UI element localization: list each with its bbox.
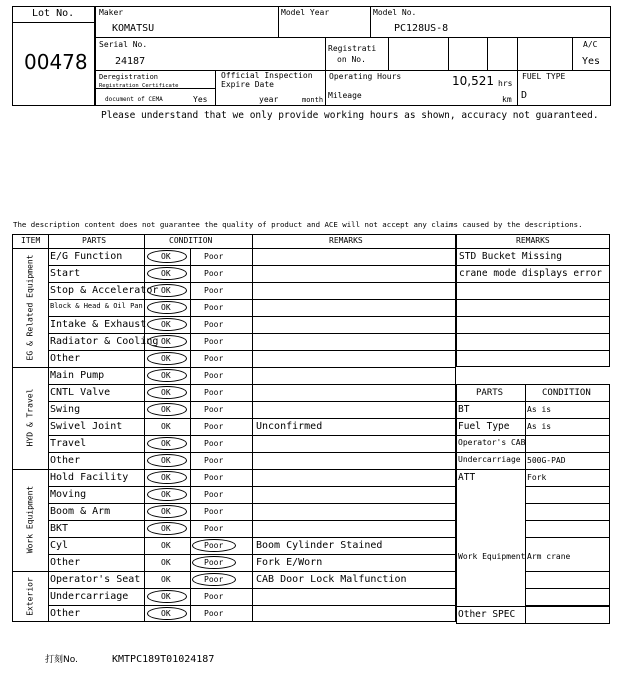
col-remarks-header: REMARKS [329, 236, 363, 245]
poor-option: Poor [204, 337, 224, 346]
hours-notice: Please understand that we only provide working hours as shown, accuracy not guaranteed. [101, 110, 599, 121]
maker-label: Maker [99, 8, 124, 17]
right-parts-table [456, 384, 610, 624]
poor-option: Poor [204, 558, 224, 567]
poor-option: Poor [204, 388, 224, 397]
ok-selected-mark [147, 352, 187, 365]
poor-option: Poor [204, 269, 224, 278]
part-name: Hold Facility [50, 472, 129, 483]
group-label: HYD & Travel [25, 388, 35, 447]
part-name: Undercarriage [50, 591, 129, 602]
poor-option: Poor [204, 320, 224, 329]
poor-option: Poor [204, 507, 224, 516]
month-label: month [302, 96, 324, 104]
ok-option: OK [161, 337, 171, 346]
part-name: Cyl [50, 540, 69, 551]
inspection-label: Official Inspection [221, 71, 313, 80]
header-block [0, 0, 640, 120]
reg-certificate-label: Registration Certificate [99, 83, 179, 89]
ok-option: OK [161, 439, 171, 448]
ok-selected-mark [147, 607, 187, 620]
ok-selected-mark [147, 471, 187, 484]
stamp-number-value: KMTPC189T01024187 [112, 654, 215, 665]
poor-selected-mark [192, 573, 236, 586]
registration-label-2: on No. [337, 55, 366, 64]
poor-option: Poor [204, 490, 224, 499]
ok-option: OK [161, 456, 171, 465]
ok-option: OK [161, 405, 171, 414]
ok-selected-mark [147, 335, 187, 348]
poor-option: Poor [204, 575, 224, 584]
poor-selected-mark [192, 539, 236, 552]
ac-value: Yes [582, 56, 601, 67]
right-part-name: Fuel Type [458, 421, 510, 432]
maker-value: KOMATSU [112, 23, 155, 34]
hrs-label: hrs [498, 79, 513, 88]
col-parts-header: PARTS [82, 236, 107, 245]
col-condition-header: CONDITION [169, 236, 213, 245]
ac-label: A/C [583, 40, 598, 49]
part-name: Stop & Accelerator [50, 285, 159, 296]
part-name: Start [50, 268, 81, 279]
ok-selected-mark [147, 522, 187, 535]
ok-selected-mark [147, 267, 187, 280]
part-name: Radiator & Cooling [50, 336, 159, 347]
poor-option: Poor [204, 286, 224, 295]
right-condition-header: CONDITION [542, 388, 591, 398]
ok-option: OK [161, 609, 171, 618]
right-parts-header: PARTS [476, 388, 504, 398]
right-part-name: BT [458, 404, 470, 415]
lot-number: 00478 [24, 50, 88, 74]
part-name: Block & Head & Oil Pan [50, 302, 143, 310]
poor-option: Poor [204, 405, 224, 414]
ok-selected-mark [147, 284, 187, 297]
right-part-name: ATT [458, 472, 476, 483]
right-part-condition: As is [527, 405, 552, 414]
remark-text: Unconfirmed [256, 421, 323, 432]
part-name: Main Pump [50, 370, 105, 381]
poor-option: Poor [204, 439, 224, 448]
ok-selected-mark [147, 488, 187, 501]
ok-option: OK [161, 524, 171, 533]
operating-hours-value: 10,521 [452, 74, 494, 88]
ok-selected-mark [147, 505, 187, 518]
ok-option: OK [161, 490, 171, 499]
right-part-name: Operator's CAB [458, 438, 526, 447]
mileage-label: Mileage [328, 91, 362, 100]
ok-option: OK [161, 286, 171, 295]
ok-selected-mark [147, 454, 187, 467]
ok-option: OK [161, 558, 171, 567]
disclaimer: The description content does not guarantee the quality of product and ACE will not accept any claims caused by the descriptions. [13, 220, 583, 229]
ok-selected-mark [147, 250, 187, 263]
right-remarks-header: REMARKS [516, 236, 550, 245]
poor-option: Poor [204, 541, 224, 550]
inspection-label-2: Expire Date [221, 80, 274, 89]
group-label: Exterior [25, 576, 35, 616]
work-equipment-value: Arm crane [527, 552, 571, 561]
work-equipment-label: Work Equipment [458, 552, 526, 561]
part-name: Boom & Arm [50, 506, 111, 517]
lot-label: Lot No. [32, 8, 75, 19]
ok-option: OK [161, 371, 171, 380]
ok-option: OK [161, 303, 171, 312]
right-part-condition: 500G-PAD [527, 456, 566, 465]
part-name: Other [50, 353, 81, 364]
other-spec-label: Other SPEC [458, 609, 516, 620]
poor-option: Poor [204, 252, 224, 261]
part-name: Intake & Exhaust [50, 319, 147, 330]
group-label: Work Equipment [25, 485, 35, 554]
poor-option: Poor [204, 592, 224, 601]
ok-option: OK [161, 575, 171, 584]
part-name: Moving [50, 489, 87, 500]
ok-selected-mark [147, 590, 187, 603]
fuel-type-value: D [521, 90, 528, 101]
ok-option: OK [161, 388, 171, 397]
model-no-label: Model No. [373, 8, 417, 17]
ok-option: OK [161, 354, 171, 363]
ok-option: OK [161, 320, 171, 329]
ok-selected-mark [147, 301, 187, 314]
right-remarks-table [456, 234, 610, 370]
ok-option: OK [161, 269, 171, 278]
poor-option: Poor [204, 371, 224, 380]
ok-option: OK [161, 507, 171, 516]
model-year-label: Model Year [281, 8, 330, 17]
ok-option: OK [161, 541, 171, 550]
right-part-condition: As is [527, 422, 552, 431]
right-part-condition: Fork [527, 473, 547, 482]
model-no-value: PC128US-8 [394, 23, 449, 34]
right-remark-line: crane mode displays error [459, 268, 602, 279]
ok-option: OK [161, 473, 171, 482]
poor-option: Poor [204, 524, 224, 533]
stamp-number-label: 打刻No. [45, 655, 78, 665]
right-remark-line: STD Bucket Missing [459, 251, 562, 262]
poor-selected-mark [192, 556, 236, 569]
cema-value: Yes [193, 95, 208, 104]
serial-label: Serial No. [99, 40, 148, 49]
part-name: Operator's Seat [50, 574, 141, 585]
registration-label: Registrati [328, 44, 377, 53]
group-label: EG & Related Equipment [25, 254, 35, 360]
part-name: BKT [50, 523, 69, 534]
ok-selected-mark [147, 437, 187, 450]
col-item-header: ITEM [21, 236, 41, 245]
poor-option: Poor [204, 609, 224, 618]
part-name: Swing [50, 404, 81, 415]
part-name: Travel [50, 438, 87, 449]
poor-option: Poor [204, 354, 224, 363]
fuel-type-label: FUEL TYPE [522, 72, 566, 81]
part-name: Other [50, 608, 81, 619]
km-label: km [502, 95, 512, 104]
part-name: CNTL Valve [50, 387, 111, 398]
part-name: Swivel Joint [50, 421, 123, 432]
operating-hours-label: Operating Hours [329, 72, 402, 81]
ok-option: OK [161, 422, 171, 431]
ok-option: OK [161, 592, 171, 601]
right-part-name: Undercarriage [458, 455, 521, 464]
remark-text: CAB Door Lock Malfunction [256, 574, 407, 585]
part-name: Other [50, 557, 81, 568]
ok-selected-mark [147, 403, 187, 416]
condition-table [12, 234, 456, 624]
ok-option: OK [161, 252, 171, 261]
ok-selected-mark [147, 369, 187, 382]
poor-option: Poor [204, 473, 224, 482]
cema-label: document of CEMA [105, 96, 163, 103]
serial-value: 24187 [115, 56, 146, 67]
ok-selected-mark [147, 318, 187, 331]
part-name: E/G Function [50, 251, 123, 262]
remark-text: Boom Cylinder Stained [256, 540, 383, 551]
ok-selected-mark [147, 386, 187, 399]
year-label: year [259, 95, 279, 104]
poor-option: Poor [204, 303, 224, 312]
poor-option: Poor [204, 456, 224, 465]
poor-option: Poor [204, 422, 224, 431]
remark-text: Fork E/Worn [256, 557, 323, 568]
deregistration-label: Deregistration [99, 73, 159, 81]
part-name: Other [50, 455, 81, 466]
